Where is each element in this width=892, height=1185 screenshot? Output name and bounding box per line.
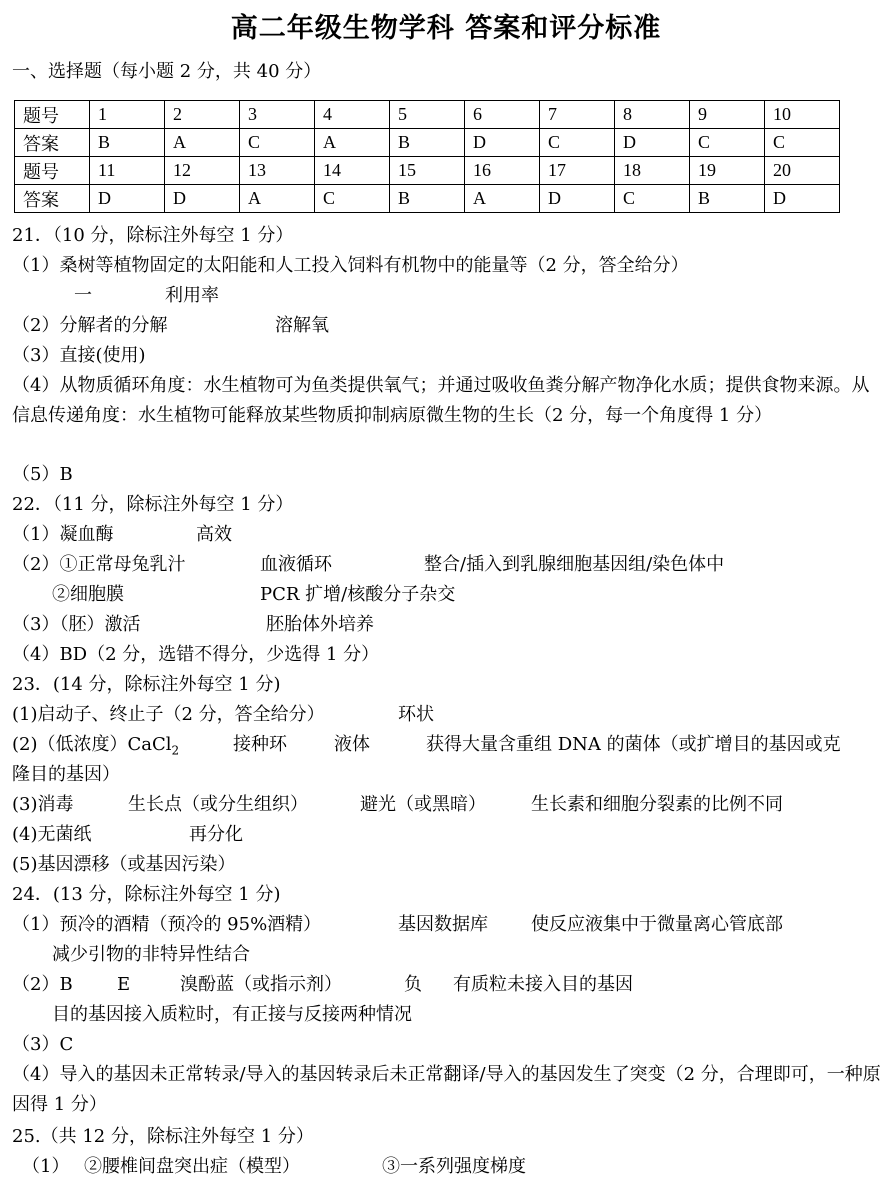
q24-answer-1b: 减少引物的非特异性结合	[52, 944, 250, 965]
q21-answer-1: （1）桑树等植物固定的太阳能和人工投入饲料有机物中的能量等（2 分，答全给分）	[12, 255, 689, 276]
q22-answer-2b-part1: ②细胞膜	[52, 584, 124, 605]
table-row	[15, 157, 840, 185]
table-cell: C	[690, 129, 765, 157]
table-row	[15, 129, 840, 157]
table-cell: 14	[315, 157, 390, 185]
q23-answer-3-part3: 避光（或黑暗）	[360, 794, 486, 815]
q22-answer-4: （4）BD（2 分，选错不得分，少选得 1 分）	[12, 644, 380, 665]
table-cell: 10	[765, 101, 840, 129]
q23-answer-1-part1: (1)启动子、终止子（2 分，答全给分）	[12, 704, 325, 725]
table-cell: 8	[615, 101, 690, 129]
q24-answer-2b: 目的基因接入质粒时，有正接与反接两种情况	[52, 1004, 412, 1025]
q23-answer-4-part2: 再分化	[189, 824, 243, 845]
table-cell: 17	[540, 157, 615, 185]
table-cell: D	[765, 185, 840, 213]
q21-answer-4: （4）从物质循环角度：水生植物可为鱼类提供氧气；并通过吸收鱼粪分解产物净化水质；提供食物来源。从信息传递角度：水生植物可能释放某些物质抑制病原微生物的生长（2 分，每一个角度得 1 分）	[12, 375, 870, 426]
q23-answer-2-continued: 隆目的基因）	[12, 764, 120, 785]
table-cell: B	[390, 129, 465, 157]
table-cell: 18	[615, 157, 690, 185]
table-cell: B	[390, 185, 465, 213]
table-cell: D	[540, 185, 615, 213]
table-cell: A	[165, 129, 240, 157]
q23-answer-2-part4: 获得大量含重组 DNA 的菌体（或扩增目的基因或克	[426, 734, 841, 755]
table-cell: C	[315, 185, 390, 213]
q23-answer-2-part2: 接种环	[233, 734, 287, 755]
q21-answer-5: （5）B	[12, 464, 73, 485]
q21-answer-3: （3）直接(使用)	[12, 345, 146, 366]
table-cell: D	[90, 185, 165, 213]
q24-answer-1-part1: （1）预冷的酒精（预冷的 95%酒精）	[12, 914, 322, 935]
q25-answer-1-part2: ②腰椎间盘突出症（模型）	[84, 1156, 300, 1177]
q23-answer-3-part2: 生长点（或分生组织）	[128, 794, 308, 815]
table-cell: 5	[390, 101, 465, 129]
q24-answer-2-part5: 有质粒未接入目的基因	[453, 974, 633, 995]
q24-answer-2-part4: 负	[404, 974, 422, 995]
table-cell: 11	[90, 157, 165, 185]
q23-answer-5: (5)基因漂移（或基因污染）	[12, 854, 236, 875]
table-cell: 13	[240, 157, 315, 185]
table-cell: D	[165, 185, 240, 213]
table-row-label: 题号	[15, 101, 90, 129]
q23-heading: 23．(14 分，除标注外每空 1 分)	[12, 674, 281, 695]
q21-heading: 21．（10 分，除标注外每空 1 分）	[12, 225, 294, 246]
q21-answer-1b-part2: 利用率	[165, 285, 219, 306]
table-cell: 19	[690, 157, 765, 185]
table-cell: C	[615, 185, 690, 213]
q21-answer-2-part1: （2）分解者的分解	[12, 315, 168, 336]
table-row-label: 题号	[15, 157, 90, 185]
table-cell: D	[615, 129, 690, 157]
q23-answer-2-part3: 液体	[334, 734, 370, 755]
section-heading: 一、选择题（每小题 2 分，共 40 分）	[12, 61, 322, 82]
q22-answer-2-part2: 血液循环	[260, 554, 332, 575]
table-cell: 12	[165, 157, 240, 185]
q23-answer-3-part4: 生长素和细胞分裂素的比例不同	[531, 794, 783, 815]
table-cell: A	[465, 185, 540, 213]
table-cell: 4	[315, 101, 390, 129]
q22-answer-2-part3: 整合/插入到乳腺细胞基因组/染色体中	[424, 554, 725, 575]
table-cell: 7	[540, 101, 615, 129]
q23-cacl-subscript: 2	[171, 743, 180, 758]
q24-answer-4: （4）导入的基因未正常转录/导入的基因转录后未正常翻译/导入的基因发生了突变（2 分，合理即可，一种原因得 1 分）	[12, 1064, 881, 1115]
table-cell: B	[90, 129, 165, 157]
table-cell: 9	[690, 101, 765, 129]
q23-answer-1-part2: 环状	[398, 704, 434, 725]
q23-answer-3-part1: (3)消毒	[12, 794, 74, 815]
answer-table	[14, 100, 840, 213]
q22-answer-2-part1: （2）①正常母兔乳汁	[12, 554, 186, 575]
q22-heading: 22．（11 分，除标注外每空 1 分）	[12, 494, 294, 515]
q22-answer-3-part1: （3）（胚）激活	[12, 614, 141, 635]
q23-cacl-text: (2)（低浓度）CaCl	[12, 734, 172, 755]
table-cell: C	[765, 129, 840, 157]
table-cell: C	[540, 129, 615, 157]
table-cell: 6	[465, 101, 540, 129]
table-cell: A	[240, 185, 315, 213]
q23-answer-4-part1: (4)无菌纸	[12, 824, 92, 845]
q24-answer-1-part3: 使反应液集中于微量离心管底部	[531, 914, 783, 935]
q24-answer-2-part3: 溴酚蓝（或指示剂）	[180, 974, 342, 995]
table-cell: 2	[165, 101, 240, 129]
q25-heading: 25.（共 12 分，除标注外每空 1 分）	[12, 1126, 314, 1147]
table-row-label: 答案	[15, 129, 90, 157]
q25-answer-1-part3: ③一系列强度梯度	[382, 1156, 526, 1177]
table-cell: 15	[390, 157, 465, 185]
q24-answer-2-part2: E	[117, 974, 131, 995]
table-cell: 1	[90, 101, 165, 129]
q24-answer-3: （3）C	[12, 1034, 74, 1055]
q21-answer-1b-part1: 一	[74, 285, 92, 306]
table-cell: C	[240, 129, 315, 157]
table-row	[15, 185, 840, 213]
table-cell: 20	[765, 157, 840, 185]
page-title: 高二年级生物学科 答案和评分标准	[230, 13, 662, 44]
q24-answer-2-part1: （2）B	[12, 974, 73, 995]
table-row-label: 答案	[15, 185, 90, 213]
table-cell: 3	[240, 101, 315, 129]
table-row	[15, 101, 840, 129]
table-cell: D	[465, 129, 540, 157]
q22-answer-2b-part2: PCR 扩增/核酸分子杂交	[260, 584, 456, 605]
q25-answer-1-part1: （1）	[22, 1156, 70, 1177]
q24-heading: 24．(13 分，除标注外每空 1 分)	[12, 884, 281, 905]
q24-answer-1-part2: 基因数据库	[398, 914, 488, 935]
q22-answer-1-part2: 高效	[196, 524, 232, 545]
q22-answer-3-part2: 胚胎体外培养	[266, 614, 374, 635]
q23-answer-2-part1	[12, 733, 179, 763]
table-cell: B	[690, 185, 765, 213]
q21-answer-2-part2: 溶解氧	[275, 315, 329, 336]
q22-answer-1-part1: （1）凝血酶	[12, 524, 114, 545]
table-cell: A	[315, 129, 390, 157]
table-cell: 16	[465, 157, 540, 185]
